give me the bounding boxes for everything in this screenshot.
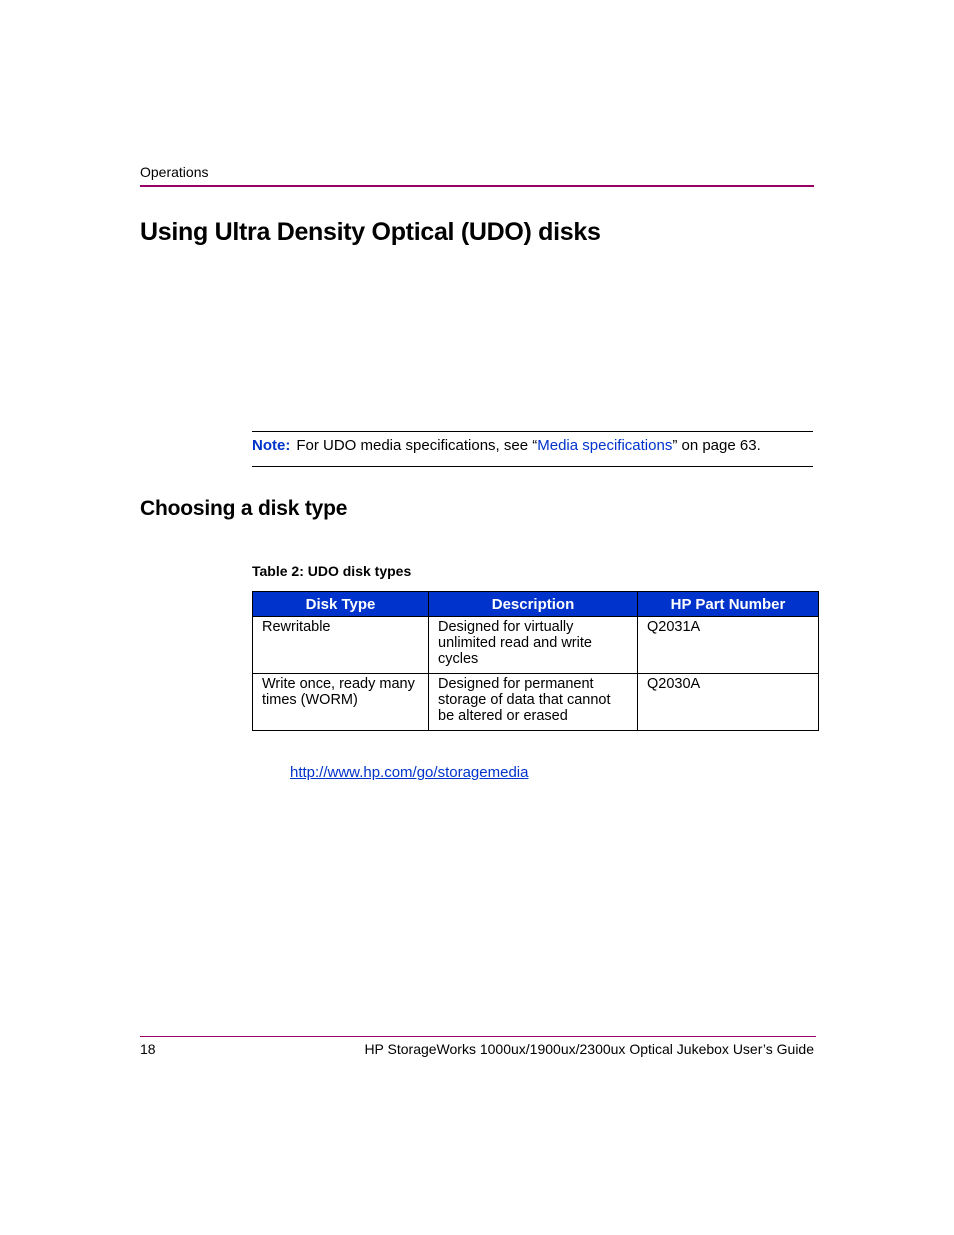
note-prefix: For UDO media specifications, see “ [296, 437, 538, 454]
disk-types-table [252, 591, 819, 731]
page-title: Using Ultra Density Optical (UDO) disks [140, 218, 601, 246]
cell-part-number: Q2030A [638, 674, 819, 731]
column-header-part-number: HP Part Number [638, 592, 819, 617]
page-number: 18 [140, 1041, 156, 1057]
media-specifications-link[interactable]: Media specifications [537, 437, 673, 454]
note-divider-top [252, 431, 813, 432]
cell-description: Designed for virtually unlimited read and write cycles [429, 617, 638, 674]
note-label: Note: [252, 437, 291, 454]
header-divider [140, 185, 814, 187]
note-suffix: ” on page 63. [672, 437, 761, 454]
section-heading: Choosing a disk type [140, 497, 348, 520]
note [252, 436, 761, 456]
table-caption: Table 2: UDO disk types [252, 563, 412, 579]
storagemedia-link[interactable]: http://www.hp.com/go/storagemedia [290, 764, 529, 781]
running-header: Operations [140, 164, 209, 180]
table-row [253, 617, 819, 674]
cell-part-number: Q2031A [638, 617, 819, 674]
cell-disk-type: Rewritable [253, 617, 429, 674]
column-header-description: Description [429, 592, 638, 617]
footer-divider [140, 1036, 816, 1037]
footer-document-title: HP StorageWorks 1000ux/1900ux/2300ux Optical Jukebox User’s Guide [364, 1041, 814, 1057]
table-header-row [253, 592, 819, 617]
table-row [253, 674, 819, 731]
column-header-disk-type: Disk Type [253, 592, 429, 617]
disk-types-table-wrapper [252, 591, 818, 731]
note-divider-bottom [252, 466, 813, 467]
cell-description: Designed for permanent storage of data that cannot be altered or erased [429, 674, 638, 731]
cell-disk-type: Write once, ready many times (WORM) [253, 674, 429, 731]
